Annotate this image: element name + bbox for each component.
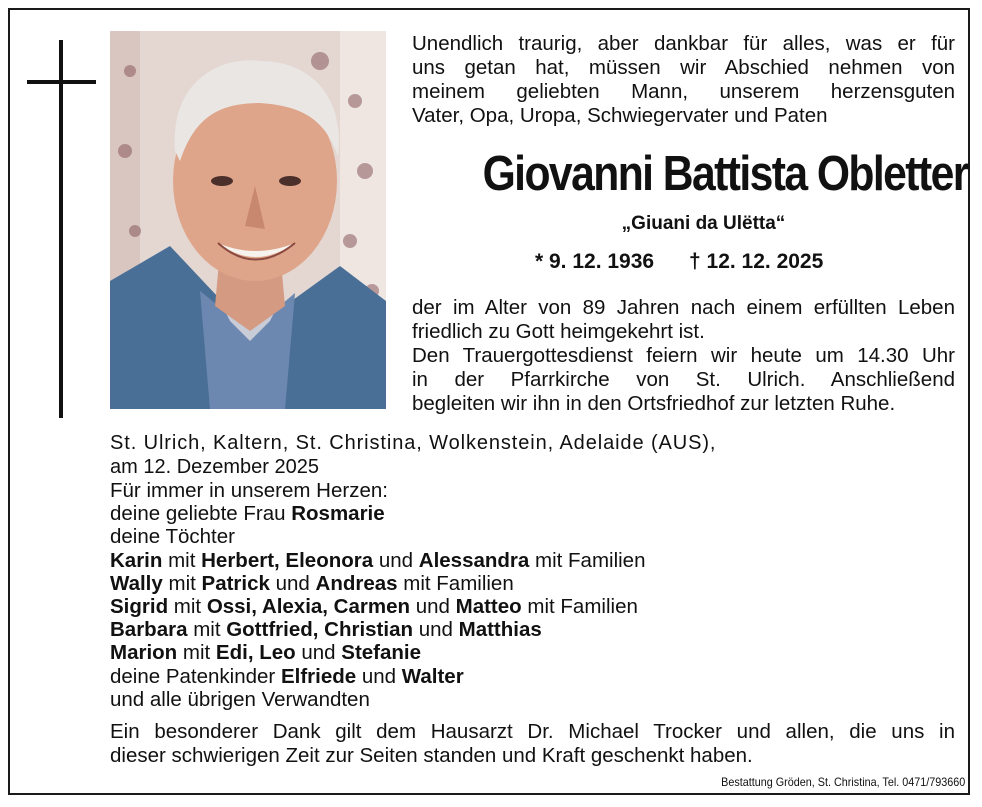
mourner-name: Elfriede (280, 664, 357, 688)
body-line: der im Alter von 89 Jahren nach einem erfüllten Leben (412, 296, 955, 319)
mourner-text: mit (177, 641, 216, 665)
mourner-text: deine Töchter (110, 525, 235, 549)
funeral-home-footer: Bestattung Gröden, St. Christina, Tel. 0471/793660 (720, 775, 965, 789)
thanks-text (110, 720, 955, 768)
mourner-name: Patrick (201, 571, 270, 595)
mourner-line (110, 641, 810, 664)
mourner-name: Barbara (110, 618, 188, 642)
mourner-name: Karin (110, 548, 163, 572)
mourner-text: mit (187, 618, 227, 642)
mourner-line (110, 502, 810, 525)
mourner-name: Marion (110, 641, 178, 665)
date-line: am 12. Dezember 2025 (110, 456, 320, 478)
mourner-text: mit (168, 595, 207, 619)
mourner-name: Matthias (458, 618, 542, 642)
mourner-text: und (356, 664, 402, 688)
mourner-text: und (413, 618, 459, 642)
mourner-text: mit (162, 548, 202, 572)
place-date (110, 431, 870, 479)
mourners-list (110, 479, 810, 711)
mourner-name: Matteo (455, 595, 522, 619)
portrait-photo (110, 31, 386, 409)
mourner-text: mit Familien (397, 571, 514, 595)
deceased-name: Giovanni Battista Obletter (482, 147, 968, 201)
intro-line: meinem geliebten Mann, unserem herzensguten (412, 80, 955, 103)
mourner-text: Für immer in unserem Herzen: (110, 479, 388, 502)
mourner-name: Alessandra (418, 548, 530, 572)
mourner-name: Ossi, Alexia, Carmen (206, 595, 411, 619)
mourner-text: deine geliebte Frau (110, 502, 292, 526)
birth-date: * 9. 12. 1936 (535, 250, 655, 273)
mourner-name: Stefanie (341, 641, 422, 665)
place-line: St. Ulrich, Kaltern, St. Christina, Wolkenstein, Adelaide (AUS), (110, 432, 717, 454)
mourner-line (110, 595, 810, 618)
mourner-name: Sigrid (110, 595, 169, 619)
mourner-text: und (410, 595, 456, 619)
mourner-line (110, 479, 810, 502)
mourner-line (110, 665, 810, 688)
mourner-line (110, 525, 810, 548)
mourner-name: Wally (110, 571, 163, 595)
cross-icon-bar (27, 80, 96, 84)
mourner-text: und (269, 571, 316, 595)
cross-icon (59, 40, 63, 418)
mourner-text: und alle übrigen Verwandten (110, 687, 370, 711)
mourner-name: Gottfried, Christian (226, 618, 414, 642)
body-line: friedlich zu Gott heimgekehrt ist. (412, 320, 705, 343)
mourner-line (110, 688, 810, 711)
body-line: begleiten wir ihn in den Ortsfriedhof zur letzten Ruhe. (412, 392, 896, 415)
mourner-text: deine Patenkinder (110, 664, 281, 688)
mourner-line (110, 549, 810, 572)
body-line: Den Trauergottesdienst feiern wir heute um 14.30 Uhr (412, 344, 955, 367)
mourner-name: Herbert, Eleonora (201, 548, 374, 572)
intro-line: Unendlich traurig, aber dankbar für alles, was er für (412, 32, 955, 55)
body-line: in der Pfarrkirche von St. Ulrich. Anschließend (412, 368, 955, 391)
mourner-name: Rosmarie (291, 502, 385, 526)
intro-line: Vater, Opa, Uropa, Schwiegervater und Paten (412, 104, 828, 127)
mourner-text: mit Familien (529, 548, 646, 572)
nickname: „Giuani da Ulëtta“ (621, 213, 786, 234)
mourner-text: und (295, 641, 342, 665)
intro-line: uns getan hat, müssen wir Abschied nehmen von (412, 56, 955, 79)
mourner-name: Edi, Leo (215, 641, 296, 665)
intro-text (412, 32, 955, 128)
mourner-line (110, 572, 810, 595)
thanks-line: Ein besonderer Dank gilt dem Hausarzt Dr. Michael Trocker und allen, die uns in (110, 720, 955, 743)
mourner-text: mit (162, 571, 202, 595)
mourner-name: Andreas (315, 571, 398, 595)
death-date: † 12. 12. 2025 (689, 250, 824, 273)
mourner-text: und (373, 548, 419, 572)
mourner-line (110, 618, 810, 641)
mourner-text: mit Familien (521, 595, 638, 619)
mourner-name: Walter (401, 664, 464, 688)
thanks-line: dieser schwierigen Zeit zur Seiten standen und Kraft geschenkt haben. (110, 744, 753, 767)
body-text (412, 296, 955, 416)
